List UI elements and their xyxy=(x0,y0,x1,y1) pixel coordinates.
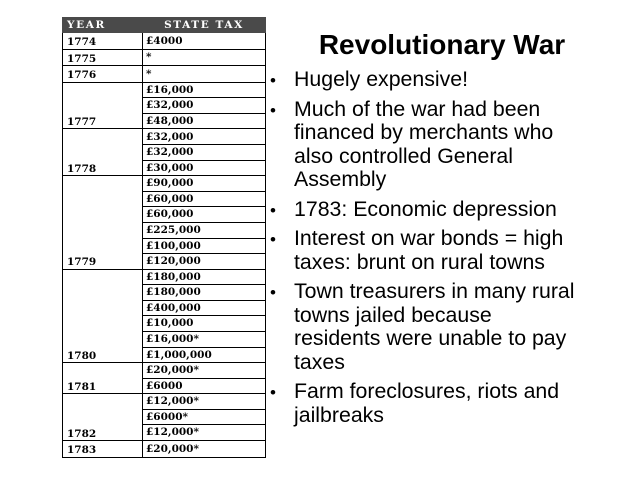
year-cell: 1777 xyxy=(63,82,143,129)
year-cell: 1783 xyxy=(63,441,143,458)
state-tax-table xyxy=(62,17,266,458)
bullet-text-line: jailbreaks xyxy=(294,402,384,427)
bullet-text-line: Assembly xyxy=(294,167,387,191)
year-cell: 1774 xyxy=(63,33,143,50)
state-tax-cell: £4000 xyxy=(143,33,266,50)
table-row xyxy=(63,82,266,98)
state-tax-cell: * xyxy=(143,66,266,83)
table-header-row xyxy=(63,18,266,33)
state-tax-cell: £16,000* xyxy=(143,331,266,347)
bullet-icon: • xyxy=(270,383,276,402)
table-body xyxy=(63,33,266,458)
state-tax-cell: £6000* xyxy=(143,409,266,425)
bullet-item xyxy=(268,380,639,427)
bullet-text-line: Much of the war had been xyxy=(294,96,541,121)
year-cell: 1780 xyxy=(63,269,143,362)
bullet-text-line: financed by merchants who xyxy=(294,120,554,144)
state-tax-cell: * xyxy=(143,49,266,66)
table-row xyxy=(63,33,266,50)
state-tax-cell: £16,000 xyxy=(143,82,266,98)
bullet-text-line: 1783: Economic depression xyxy=(294,196,557,221)
state-tax-cell: £100,000 xyxy=(143,238,266,254)
bullet-text-line: Town treasurers in many rural xyxy=(294,279,575,303)
year-cell: 1776 xyxy=(63,66,143,83)
bullet-item xyxy=(268,98,639,192)
state-tax-cell: £6000 xyxy=(143,378,266,394)
state-tax-cell: £180,000 xyxy=(143,285,266,301)
state-tax-cell: £120,000 xyxy=(143,254,266,270)
year-cell: 1778 xyxy=(63,129,143,176)
bullet-text-line: also controlled General xyxy=(294,143,514,168)
bullet-icon: • xyxy=(270,100,276,120)
state-tax-cell: £48,000 xyxy=(143,113,266,129)
state-tax-cell: £32,000 xyxy=(143,98,266,114)
bullet-text-line: residents were unable to pay xyxy=(294,326,567,350)
table-row xyxy=(63,441,266,458)
state-tax-cell: £30,000 xyxy=(143,160,266,176)
bullet-text-line: taxes: brunt on rural towns xyxy=(294,249,545,274)
state-tax-cell: £20,000* xyxy=(143,363,266,379)
bullet-icon: • xyxy=(270,200,276,220)
table-row xyxy=(63,394,266,410)
state-tax-cell: £32,000 xyxy=(143,129,266,145)
state-tax-cell: £20,000* xyxy=(143,441,266,458)
state-tax-cell: £32,000 xyxy=(143,145,266,161)
bullet-item xyxy=(268,68,639,92)
table-row xyxy=(63,363,266,379)
bullet-text-line: Hugely expensive! xyxy=(294,67,469,91)
state-tax-cell: £90,000 xyxy=(143,176,266,192)
state-tax-cell: £180,000 xyxy=(143,269,266,285)
bullet-icon: • xyxy=(270,283,276,302)
bullet-icon: • xyxy=(270,71,276,90)
bullet-text-line: Interest on war bonds = high xyxy=(294,226,564,250)
state-tax-column-header: STATE TAX xyxy=(143,18,266,33)
table-row xyxy=(63,66,266,83)
bullet-text-line: Farm foreclosures, riots and xyxy=(294,379,560,403)
year-column-header: YEAR xyxy=(63,18,143,33)
table-row xyxy=(63,269,266,285)
year-cell: 1782 xyxy=(63,394,143,441)
state-tax-cell: £10,000 xyxy=(143,316,266,332)
year-cell: 1779 xyxy=(63,176,143,269)
state-tax-cell: £60,000 xyxy=(143,191,266,207)
bullet-icon: • xyxy=(270,230,276,249)
bullet-text-line: towns jailed because xyxy=(294,302,492,327)
table-row xyxy=(63,176,266,192)
state-tax-cell: £12,000* xyxy=(143,425,266,441)
bullet-item xyxy=(268,280,639,374)
state-tax-cell: £1,000,000 xyxy=(143,347,266,363)
state-tax-cell: £225,000 xyxy=(143,222,266,238)
table-row xyxy=(63,129,266,145)
table-row xyxy=(63,49,266,66)
state-tax-cell: £400,000 xyxy=(143,300,266,316)
state-tax-cell: £60,000 xyxy=(143,207,266,223)
slide-title: Revolutionary War xyxy=(318,29,566,60)
year-cell: 1781 xyxy=(63,363,143,394)
bullet-item xyxy=(268,227,639,274)
bullet-list xyxy=(268,65,639,427)
bullet-text-line: taxes xyxy=(294,349,345,374)
state-tax-cell: £12,000* xyxy=(143,394,266,410)
bullet-item xyxy=(268,198,639,222)
year-cell: 1775 xyxy=(63,49,143,66)
